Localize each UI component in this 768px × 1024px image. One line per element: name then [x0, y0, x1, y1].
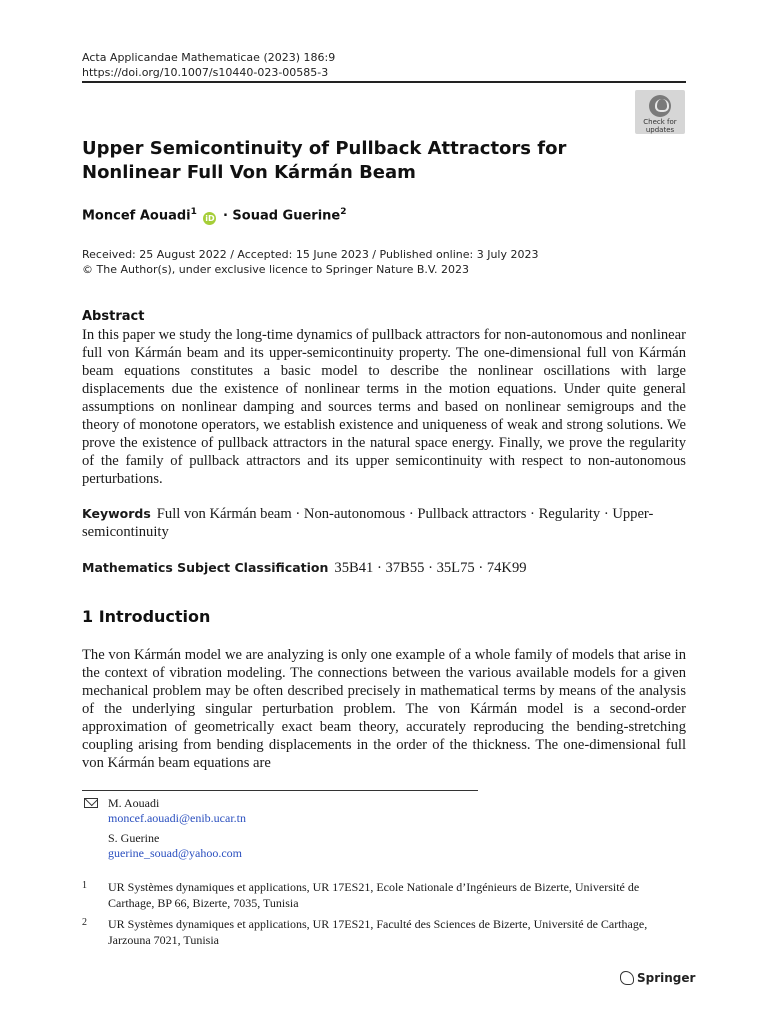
orcid-icon[interactable]: iD: [205, 214, 215, 224]
keywords-text: Full von Kármán beam · Non-autonomous · Pullback attractors · Regularity · Upper-semicontinuity: [82, 506, 654, 540]
envelope-icon: [84, 798, 98, 808]
journal-citation: Acta Applicandae Mathematicae (2023) 186:9: [82, 51, 336, 64]
keywords: [82, 505, 686, 541]
abstract-heading: Abstract: [82, 309, 145, 324]
keywords-label: Keywords: [82, 506, 151, 521]
email-link[interactable]: moncef.aouadi@enib.ucar.tn: [108, 811, 246, 825]
doi-link[interactable]: https://doi.org/10.1007/s10440-023-00585-3: [82, 66, 329, 79]
publisher-logo: [620, 971, 695, 985]
copyright-line: © The Author(s), under exclusive licence to Springer Nature B.V. 2023: [82, 263, 470, 276]
author-separator: ·: [222, 208, 233, 224]
affiliation-text: UR Systèmes dynamiques et applications, UR 17ES21, Ecole Nationale d’Ingénieurs de Bizerte, Université de Carthage, BP 66, Bizerte, 7035, Tunisia: [108, 880, 640, 910]
msc-label: Mathematics Subject Classification: [82, 560, 329, 575]
author-affiliation-mark: 1: [190, 207, 197, 217]
intro-paragraph: The von Kármán model we are analyzing is only one example of a whole family of models that arise in the context of vibration modeling. The connections between the various available models for a given mechanical problem may be often described precisely in mathematical terms by means of the analysis of the underlying singular perturbation problem. The von Kármán model is a second-order approximation of geometrically exact beam theory, accurately reproducing the bending-stretching coupling arising from bending displacements in the order of the thickness. The one-dimensional full von Kármán beam equations are: [82, 647, 686, 771]
paper-title: Upper Semicontinuity of Pullback Attractors for Nonlinear Full Von Kármán Beam: [82, 138, 567, 183]
footnote-divider: [82, 790, 478, 791]
affiliation-number: 2: [82, 917, 87, 928]
msc-classification: [82, 559, 527, 577]
affiliation-text: UR Systèmes dynamiques et applications, UR 17ES21, Faculté des Sciences de Bizerte, Université de Carthage, Jarzouna 7021, Tunisia: [108, 917, 648, 947]
section-heading: 1 Introduction: [82, 607, 211, 626]
header-divider: [82, 81, 686, 83]
corresponding-name: M. Aouadi: [108, 796, 160, 810]
abstract-text: In this paper we study the long-time dynamics of pullback attractors for non-autonomous and nonlinear full von Kármán beam and its upper-semicontinuity property. The one-dimensional full von Kármán beam equations constitutes a basic model to describe the nonlinear oscillations with large displacements due the existence of nonlinear terms in the motion equations. Under quite general assumptions on nonlinear damping and sources terms and based on nonlinear semigroups and the theory of monotone operators, we establish existence and uniqueness of weak and strong solutions. We prove the existence of pullback attractors in the natural space energy. Finally, we prove the regularity of the family of pullback attractors and its upper semicontinuity with respect to non-autonomous perturbations.: [82, 327, 686, 487]
badge-label-line1: Check for: [643, 118, 677, 126]
bookmark-icon: [649, 95, 671, 117]
corresponding-author-1: [108, 796, 246, 826]
publication-history: [82, 247, 539, 277]
journal-header: [82, 50, 335, 80]
msc-codes: 35B41 · 37B55 · 35L75 · 74K99: [334, 560, 527, 576]
author-affiliation-mark: 2: [340, 207, 347, 217]
author-name: Souad Guerine: [232, 208, 341, 224]
corresponding-author-2: [108, 831, 242, 861]
publisher-name: Springer: [637, 971, 696, 985]
corresponding-name: S. Guerine: [108, 831, 160, 845]
affiliation-number: 1: [82, 880, 87, 891]
badge-label-line2: updates: [645, 126, 675, 134]
dates-line: Received: 25 August 2022 / Accepted: 15 June 2023 / Published online: 3 July 2023: [82, 248, 539, 261]
springer-horse-icon: [620, 971, 634, 985]
author-list: [82, 207, 347, 225]
author-name: Moncef Aouadi: [82, 208, 191, 224]
check-for-updates-badge[interactable]: [635, 90, 685, 134]
email-link[interactable]: guerine_souad@yahoo.com: [108, 846, 243, 860]
